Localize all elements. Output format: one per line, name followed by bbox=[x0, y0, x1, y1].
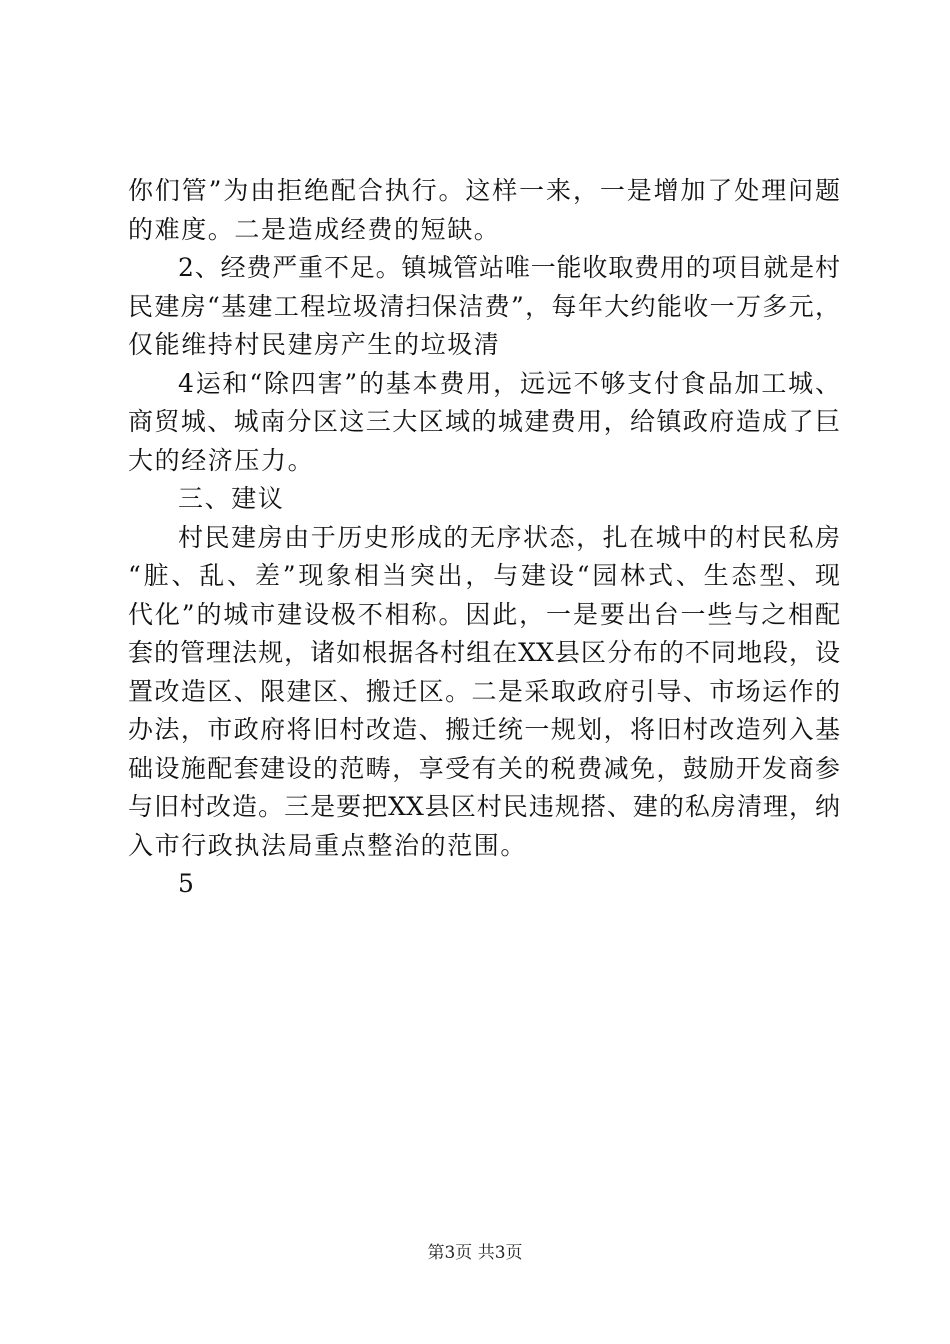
text-line-10: 村民建房由于历史形成的无序状态，扎在城中的村民私房 bbox=[178, 522, 840, 552]
text-line-3: 2、经费严重不足。镇城管站唯一能收取费用的项目就是村 bbox=[178, 253, 840, 282]
text-line-19: 5 bbox=[178, 869, 196, 898]
section-heading: 三、建议 bbox=[178, 484, 285, 513]
text-line-5: 仅能维持村民建房产生的垃圾清 bbox=[128, 330, 501, 359]
text-line-17: 与旧村改造。三是要把XX县区村民违规搭、建的私房清理，纳 bbox=[128, 792, 840, 821]
text-line-13: 套的管理法规，诸如根据各村组在XX县区分布的不同地段，设 bbox=[128, 638, 840, 667]
text-line-16: 础设施配套建设的范畴，享受有关的税费减免，鼓励开发商参 bbox=[128, 753, 840, 783]
text-line-4: 民建房“基建工程垃圾清扫保洁费”，每年大约能收一万多元， bbox=[128, 291, 840, 321]
text-line-2: 的难度。二是造成经费的短缺。 bbox=[128, 214, 501, 244]
text-line-18: 入市行政执法局重点整治的范围。 bbox=[128, 830, 528, 860]
text-line-1: 你们管”为由拒绝配合执行。这样一来，一是增加了处理问题 bbox=[128, 176, 840, 205]
text-line-14: 置改造区、限建区、搬迁区。二是采取政府引导、市场运作的 bbox=[128, 676, 840, 706]
text-line-12: 代化”的城市建设极不相称。因此，一是要出台一些与之相配 bbox=[128, 599, 840, 629]
text-line-6: 4运和“除四害”的基本费用，远远不够支付食品加工城、 bbox=[178, 368, 840, 398]
text-line-11: “脏、乱、差”现象相当突出，与建设“园林式、生态型、现 bbox=[128, 561, 840, 590]
text-line-7: 商贸城、城南分区这三大区域的城建费用，给镇政府造成了巨 bbox=[128, 407, 840, 436]
page-footer: 第3页 共3页 bbox=[427, 1243, 523, 1263]
text-line-15: 办法，市政府将旧村改造、搬迁统一规划，将旧村改造列入基 bbox=[128, 715, 840, 744]
document-body bbox=[128, 172, 840, 904]
text-line-8: 大的经济压力。 bbox=[128, 445, 315, 475]
